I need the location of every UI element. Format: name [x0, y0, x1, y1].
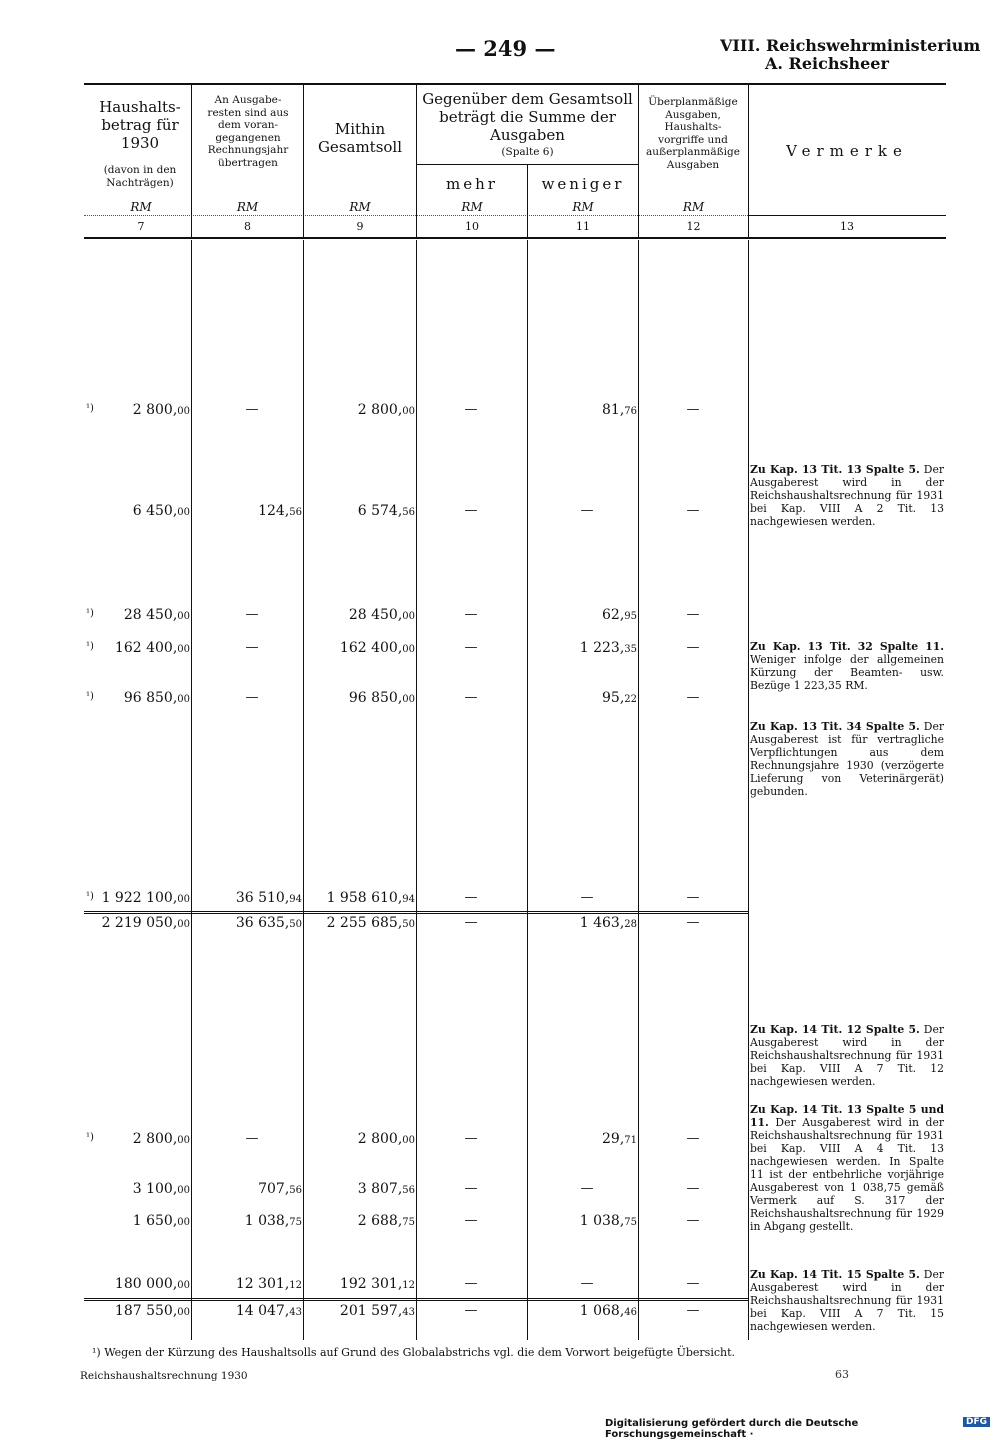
dfg-logo: DFG — [963, 1417, 990, 1427]
footnote-marker: ¹) — [86, 403, 94, 414]
cell-col11 — [580, 1213, 637, 1229]
cell-cents: 95 — [624, 611, 637, 622]
cell-value: 36 510, — [235, 890, 290, 906]
cell-cents: 00 — [177, 1185, 190, 1196]
cell-col10: — — [464, 1131, 478, 1146]
cell-col9 — [327, 915, 415, 931]
cell-value: 6 574, — [357, 503, 403, 519]
note-head: Zu Kap. 14 Tit. 15 Spalte 5. — [750, 1268, 920, 1281]
cell-col11 — [602, 690, 637, 706]
cell-value: 3 100, — [132, 1181, 178, 1197]
col-divider — [638, 84, 639, 239]
col10-header: mehr — [446, 175, 498, 193]
cell-value: 1 038, — [244, 1213, 290, 1229]
cell-col9 — [340, 1276, 415, 1292]
subsection-title: A. Reichsheer — [765, 54, 889, 73]
cell-cents: 75 — [402, 1217, 415, 1228]
cell-cents: 00 — [402, 1135, 415, 1146]
digitization-credit: Digitalisierung gefördert durch die Deutsche Forschungsgemeinschaft · — [605, 1418, 859, 1440]
cell-cents: 71 — [624, 1135, 637, 1146]
col-divider — [748, 240, 749, 1340]
cell-col11 — [580, 915, 637, 931]
col-number: 9 — [356, 220, 364, 233]
cell-value: 62, — [602, 607, 625, 623]
note-head: Zu Kap. 14 Tit. 13 Spalte 5 und 11. — [750, 1103, 944, 1129]
col-divider — [303, 240, 304, 1340]
cell-col12: — — [686, 640, 700, 655]
cell-value: 2 219 050, — [101, 915, 178, 931]
cell-value: 6 450, — [132, 503, 178, 519]
cell-cents: 43 — [289, 1307, 302, 1318]
cell-col11 — [602, 402, 637, 418]
cell-cents: 28 — [624, 919, 637, 930]
note-head: Zu Kap. 14 Tit. 12 Spalte 5. — [750, 1023, 920, 1036]
cell-col7 — [115, 1276, 190, 1292]
cell-col7 — [133, 503, 190, 519]
cell-col12: — — [686, 1131, 700, 1146]
cell-cents: 00 — [402, 406, 415, 417]
cell-col10: — — [464, 640, 478, 655]
cell-value: 1 068, — [579, 1303, 625, 1319]
col7-subheader: (davon in den Nachträgen) — [103, 164, 177, 189]
col-divider — [638, 240, 639, 1340]
table-top-rule — [84, 83, 946, 85]
cell-col11 — [602, 1131, 637, 1147]
cell-cents: 75 — [289, 1217, 302, 1228]
cell-cents: 00 — [177, 1280, 190, 1291]
cell-value: 180 000, — [114, 1276, 178, 1292]
cell-col10: — — [464, 1181, 478, 1196]
cell-cents: 50 — [402, 919, 415, 930]
cell-col10: — — [464, 690, 478, 705]
cell-col7 — [133, 1213, 190, 1229]
col-number: 12 — [686, 220, 701, 233]
cell-cents: 00 — [177, 694, 190, 705]
cell-cents: 43 — [402, 1307, 415, 1318]
cell-col8 — [236, 890, 302, 906]
col-number: 8 — [244, 220, 251, 233]
cell-cents: 94 — [289, 894, 302, 905]
col-divider — [748, 84, 749, 239]
col-divider — [191, 84, 192, 239]
note-text: Der Ausgaberest ist für vertragliche Verpflichtungen aus dem Rechnungsjahre 1930 (verzögerte Lieferung von Veterinärgerät) gebunden. — [750, 720, 944, 798]
note — [750, 1023, 944, 1088]
cell-col7 — [133, 1181, 190, 1197]
footnote-marker: ¹) — [86, 891, 94, 902]
cell-col7 — [115, 1303, 190, 1319]
col10-11-subheader: (Spalte 6) — [501, 146, 554, 158]
cell-value: 201 597, — [339, 1303, 403, 1319]
cell-cents: 00 — [402, 611, 415, 622]
header-bottom-rule — [84, 237, 946, 239]
cell-value: 1 463, — [579, 915, 625, 931]
note-text: Weniger infolge der allgemeinen Kürzung der Beamten- usw. Bezüge 1 223,35 RM. — [750, 653, 944, 692]
cell-col10: — — [464, 1303, 478, 1318]
cell-col7 — [133, 1131, 190, 1147]
cell-col7 — [133, 402, 190, 418]
cell-value: 2 800, — [132, 1131, 178, 1147]
cell-col8 — [236, 1276, 302, 1292]
cell-col7 — [102, 915, 190, 931]
col-divider — [416, 84, 417, 239]
cell-col8 — [236, 915, 302, 931]
footnote-marker: ¹) — [86, 1132, 94, 1143]
cell-col10: — — [464, 915, 478, 930]
col-number: 10 — [465, 220, 479, 233]
cell-col11 — [580, 640, 637, 656]
cell-col9 — [358, 1131, 415, 1147]
cell-col7 — [124, 607, 190, 623]
cell-col12: — — [686, 915, 700, 930]
col8-header: An Ausgabe- resten sind aus dem voran- gegangenen Rechnungsjahr übertragen — [207, 94, 289, 169]
cell-cents: 46 — [624, 1307, 637, 1318]
sum-rule-1b — [84, 913, 748, 914]
cell-cents: 00 — [177, 1217, 190, 1228]
cell-value: 162 400, — [339, 640, 403, 656]
footer-title: Reichshaushaltsrechnung 1930 — [80, 1370, 248, 1382]
cell-value: 28 450, — [123, 607, 178, 623]
cell-col11 — [602, 607, 637, 623]
cell-col9 — [340, 1303, 415, 1319]
cell-col9 — [358, 1213, 415, 1229]
cell-cents: 00 — [177, 644, 190, 655]
col-divider — [191, 240, 192, 1340]
cell-col8 — [245, 1213, 302, 1229]
cell-cents: 94 — [402, 894, 415, 905]
note-text: Der Ausgaberest wird in der Reichshaushaltsrechnung für 1931 bei Kap. VIII A 7 Tit. 15 nachgewiesen werden. — [750, 1268, 944, 1333]
unit-label: RM — [572, 200, 594, 214]
cell-col9 — [358, 503, 415, 519]
cell-value: 1 958 610, — [326, 890, 403, 906]
cell-value: 14 047, — [235, 1303, 290, 1319]
cell-col9 — [327, 890, 415, 906]
cell-col11: — — [580, 1276, 594, 1291]
cell-cents: 00 — [177, 919, 190, 930]
col-number: 11 — [576, 220, 590, 233]
col-number: 7 — [137, 220, 145, 233]
cell-value: 192 301, — [339, 1276, 403, 1292]
cell-cents: 50 — [289, 919, 302, 930]
unit-label: RM — [461, 200, 483, 214]
cell-value: 3 807, — [357, 1181, 403, 1197]
cell-col8 — [236, 1303, 302, 1319]
cell-col8: — — [245, 640, 259, 655]
cell-cents: 00 — [177, 894, 190, 905]
sum-rule-2 — [84, 1298, 748, 1299]
cell-col11: — — [580, 503, 594, 518]
unit-label: RM — [130, 200, 152, 214]
cell-value: 96 850, — [123, 690, 178, 706]
footnote-marker: ¹) — [86, 641, 94, 652]
cell-value: 81, — [602, 402, 625, 418]
cell-col12: — — [686, 402, 700, 417]
col-divider — [527, 240, 528, 1340]
cell-col9 — [358, 1181, 415, 1197]
cell-col10: — — [464, 1276, 478, 1291]
cell-value: 707, — [258, 1181, 290, 1197]
cell-value: 162 400, — [114, 640, 178, 656]
cell-value: 187 550, — [114, 1303, 178, 1319]
cell-cents: 00 — [177, 406, 190, 417]
col9-header: Mithin Gesamtsoll — [317, 120, 403, 156]
note — [750, 463, 944, 528]
sum-rule-1 — [84, 911, 748, 912]
cell-value: 96 850, — [348, 690, 403, 706]
cell-cents: 12 — [402, 1280, 415, 1291]
note — [750, 1268, 944, 1333]
cell-value: 1 038, — [579, 1213, 625, 1229]
col11-header: weniger — [541, 175, 625, 193]
note-text: Der Ausgaberest wird in der Reichshaushaltsrechnung für 1931 bei Kap. VIII A 7 Tit. 12 nachgewiesen werden. — [750, 1023, 944, 1088]
cell-cents: 56 — [289, 1185, 302, 1196]
cell-col10: — — [464, 1213, 478, 1228]
cell-col10: — — [464, 607, 478, 622]
note — [750, 1103, 944, 1233]
cell-cents: 00 — [177, 507, 190, 518]
cell-value: 2 800, — [357, 1131, 403, 1147]
cell-value: 1 650, — [132, 1213, 178, 1229]
cell-cents: 22 — [624, 694, 637, 705]
cell-cents: 35 — [624, 644, 637, 655]
cell-value: 29, — [602, 1131, 625, 1147]
cell-cents: 75 — [624, 1217, 637, 1228]
footnote-marker: ¹) — [86, 608, 94, 619]
cell-col10: — — [464, 890, 478, 905]
sum-rule-2b — [84, 1300, 748, 1301]
cell-value: 36 635, — [235, 915, 290, 931]
note — [750, 720, 944, 798]
cell-col12: — — [686, 503, 700, 518]
col10-11-header: Gegenüber dem Gesamtsoll beträgt die Summe der Ausgaben — [422, 90, 633, 144]
note-head: Zu Kap. 13 Tit. 34 Spalte 5. — [750, 720, 920, 733]
cell-col11: — — [580, 890, 594, 905]
cell-col7 — [115, 640, 190, 656]
cell-col8: — — [245, 1131, 259, 1146]
page-number: — 249 — — [455, 36, 556, 61]
cell-col8: — — [245, 690, 259, 705]
cell-col12: — — [686, 1276, 700, 1291]
cell-col12: — — [686, 607, 700, 622]
note-text: Der Ausgaberest wird in der Reichshaushaltsrechnung für 1931 bei Kap. VIII A 2 Tit. 13 nachgewiesen werden. — [750, 463, 944, 528]
cell-col9 — [358, 402, 415, 418]
cell-col7 — [102, 890, 190, 906]
cell-col8 — [258, 1181, 302, 1197]
unit-label: RM — [236, 200, 259, 214]
cell-col8 — [258, 503, 302, 519]
cell-value: 1 223, — [579, 640, 625, 656]
cell-cents: 56 — [402, 507, 415, 518]
cell-value: 2 800, — [357, 402, 403, 418]
section-title: VIII. Reichswehrministerium — [720, 36, 981, 55]
vermerke-rule — [748, 215, 946, 216]
cell-cents: 56 — [289, 507, 302, 518]
note-head: Zu Kap. 13 Tit. 32 Spalte 11. — [750, 640, 944, 653]
col12-header: Überplanmäßige Ausgaben, Haushalts- vorgriffe und außerplanmäßige Ausgaben — [646, 96, 740, 171]
cell-col10: — — [464, 402, 478, 417]
note-text: Der Ausgaberest wird in der Reichshaushaltsrechnung für 1931 bei Kap. VIII A 4 Tit. 13 nachgewiesen werden. In Spalte 11 ist der entbehrliche vorjährige Ausgaberest von 1 038,75 gemäß Vermerk auf S. 317 der Reichshaushaltsrechnung für 1929 in Abgang gestellt. — [750, 1116, 944, 1233]
cell-value: 28 450, — [348, 607, 403, 623]
cell-col11: — — [580, 1181, 594, 1196]
cell-value: 2 800, — [132, 402, 178, 418]
cell-col12: — — [686, 1303, 700, 1318]
cell-col12: — — [686, 690, 700, 705]
cell-value: 2 255 685, — [326, 915, 403, 931]
note-head: Zu Kap. 13 Tit. 13 Spalte 5. — [750, 463, 920, 476]
col-divider — [416, 240, 417, 1340]
cell-col7 — [124, 690, 190, 706]
col7-header: Haushalts- betrag für 1930 — [99, 98, 181, 152]
cell-col12: — — [686, 890, 700, 905]
unit-label: RM — [349, 200, 371, 214]
cell-value: 2 688, — [357, 1213, 403, 1229]
cell-cents: 00 — [402, 644, 415, 655]
folio-number: 63 — [835, 1368, 849, 1381]
cell-cents: 12 — [289, 1280, 302, 1291]
cell-cents: 00 — [177, 1307, 190, 1318]
cell-cents: 56 — [402, 1185, 415, 1196]
cell-value: 124, — [258, 503, 290, 519]
note — [750, 640, 944, 692]
cell-col8: — — [245, 402, 259, 417]
cell-value: 1 922 100, — [101, 890, 178, 906]
footnote-marker: ¹) — [86, 691, 94, 702]
col-divider — [303, 84, 304, 239]
col-number: 13 — [840, 220, 854, 233]
cell-cents: 76 — [624, 406, 637, 417]
cell-cents: 00 — [402, 694, 415, 705]
footnote: ¹) Wegen der Kürzung des Haushaltsolls auf Grund des Globalabstrichs vgl. die dem Vorwort beigefügte Übersicht. — [92, 1346, 735, 1359]
cell-cents: 00 — [177, 611, 190, 622]
cell-col12: — — [686, 1213, 700, 1228]
unit-label: RM — [682, 200, 705, 214]
cell-col9 — [349, 690, 415, 706]
cell-value: 12 301, — [235, 1276, 290, 1292]
cell-col9 — [340, 640, 415, 656]
cell-col9 — [349, 607, 415, 623]
col13-header: Vermerke — [786, 142, 908, 160]
cell-col11 — [580, 1303, 637, 1319]
cell-cents: 00 — [177, 1135, 190, 1146]
cell-col10: — — [464, 503, 478, 518]
cell-col12: — — [686, 1181, 700, 1196]
cell-value: 95, — [602, 690, 625, 706]
cell-col8: — — [245, 607, 259, 622]
